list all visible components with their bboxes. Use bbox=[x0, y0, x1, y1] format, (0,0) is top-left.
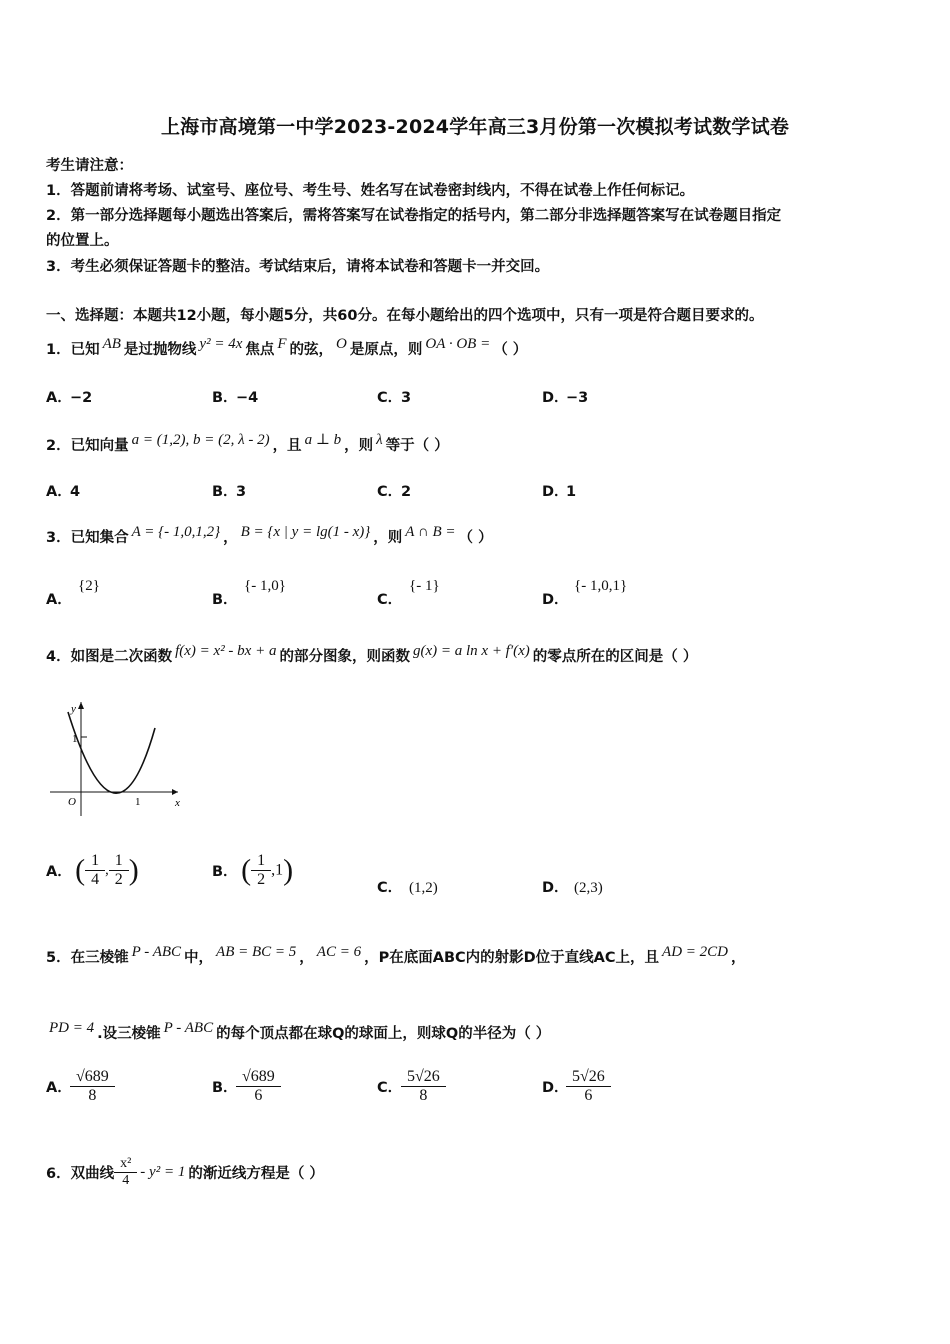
q2-math: a ⊥ b bbox=[304, 432, 342, 448]
q2-text: 2．已知向量 bbox=[46, 438, 129, 454]
section-heading: 一、选择题：本题共12小题，每小题5分，共60分。在每小题给出的四个选项中，只有一项是符合题目要求的。 bbox=[46, 308, 764, 324]
q1-option-d[interactable]: D．−3 bbox=[542, 390, 589, 406]
notice-heading: 考生请注意： bbox=[46, 158, 133, 174]
q1-text: 1．已知 bbox=[46, 342, 100, 358]
question-5-line-1 bbox=[46, 944, 746, 967]
q4-math: f(x) = x² - bx + a bbox=[175, 643, 277, 659]
q2-option-b[interactable]: B．3 bbox=[212, 484, 247, 500]
x-axis-arrow bbox=[172, 789, 178, 795]
q4-math: g(x) = a ln x + f′(x) bbox=[412, 643, 530, 659]
q5-text: ，P在底面ABC内的射影D位于直线AC上，且 bbox=[364, 950, 660, 966]
q1-option-a[interactable]: A．−2 bbox=[46, 390, 93, 406]
q4-option-b[interactable]: B． ( $\frac{1}{2}$ ,1) bbox=[212, 852, 294, 888]
q2-option-a[interactable]: A．4 bbox=[46, 484, 81, 500]
notice-item: 2．第一部分选择题每小题选出答案后，需将答案写在试卷指定的括号内，第二部分非选择题答案写在试卷题目指定 bbox=[46, 208, 782, 224]
q2-text: ，则 bbox=[344, 438, 374, 454]
q3-math: B = {x | y = lg(1 - x)} bbox=[240, 524, 371, 540]
notice-item: 3．考生必须保证答题卡的整洁。考试结束后，请将本试卷和答题卡一并交回。 bbox=[46, 259, 550, 275]
q1-text: 是原点，则 bbox=[349, 342, 423, 358]
q3-math: A = {- 1,0,1,2} bbox=[131, 524, 221, 540]
q5-math: AC = 6 bbox=[316, 944, 362, 960]
q1-math: OA · OB = bbox=[425, 336, 491, 352]
q5-math: AD = 2CD bbox=[662, 944, 729, 960]
q1-text: 的弦， bbox=[289, 342, 334, 358]
x-axis-label: x bbox=[175, 797, 180, 809]
q3-option-a[interactable]: A．{2} bbox=[46, 578, 100, 608]
q5-option-d[interactable]: D． $\frac{5√26}{6}$ bbox=[542, 1068, 611, 1105]
question-4 bbox=[46, 643, 697, 666]
q5-option-c[interactable]: C． $\frac{5√26}{8}$ bbox=[377, 1068, 446, 1105]
q5-math: PD = 4 bbox=[49, 1020, 95, 1036]
q3-text: 3．已知集合 bbox=[46, 530, 129, 546]
q1-math: O bbox=[336, 336, 347, 352]
q5-option-b[interactable]: B． $\frac{√689}{6}$ bbox=[212, 1068, 281, 1105]
q4-option-d[interactable]: D． (2,3) bbox=[542, 880, 603, 896]
q6-text: 的渐近线方程是（ ） bbox=[188, 1166, 324, 1182]
q1-text: （ ） bbox=[493, 342, 528, 358]
q5-text: 中， bbox=[184, 950, 214, 966]
y-axis-label: y bbox=[71, 703, 76, 715]
q5-math: P - ABC bbox=[131, 944, 182, 960]
question-1 bbox=[46, 336, 527, 359]
q4-option-a[interactable]: A． ( $\frac{1}{4}$ , $\frac{1}{2}$ ) bbox=[46, 852, 139, 888]
question-5-line-2 bbox=[46, 1020, 550, 1043]
q3-option-b[interactable]: B．{- 1,0} bbox=[212, 578, 286, 608]
q6-text: 6．双曲线 bbox=[46, 1166, 115, 1182]
q3-option-d[interactable]: D．{- 1,0,1} bbox=[542, 578, 628, 608]
q4-text: 的部分图象，则函数 bbox=[279, 649, 410, 665]
q2-math: λ bbox=[376, 432, 383, 448]
page-title: 上海市高境第一中学2023-2024学年高三3月份第一次模拟考试数学试卷 bbox=[160, 116, 790, 138]
q4-text: 的零点所在的区间是（ ） bbox=[532, 649, 698, 665]
q1-option-b[interactable]: B．−4 bbox=[212, 390, 259, 406]
question-6: 6．双曲线 $\frac{\text{x²}}{4}$ - y² = 1 的渐近线方程是（ ） bbox=[46, 1156, 324, 1188]
q6-math: - y² = 1 bbox=[140, 1164, 186, 1180]
y-axis-arrow bbox=[78, 702, 84, 709]
q5-text: 5．在三棱锥 bbox=[46, 950, 129, 966]
q2-text: ，且 bbox=[272, 438, 302, 454]
q5-text: ， bbox=[299, 950, 314, 966]
q5-text: ， bbox=[731, 950, 746, 966]
q3-text: （ ） bbox=[458, 530, 493, 546]
question-3 bbox=[46, 524, 493, 547]
q3-math: A ∩ B = bbox=[405, 524, 456, 540]
q1-text: 焦点 bbox=[245, 342, 275, 358]
q1-option-c[interactable]: C．3 bbox=[377, 390, 412, 406]
q1-math: AB bbox=[102, 336, 121, 352]
q5-math: AB = BC = 5 bbox=[216, 944, 297, 960]
q5-math: P - ABC bbox=[163, 1020, 214, 1036]
q2-math: a = (1,2), b = (2, λ - 2) bbox=[131, 432, 270, 448]
q3-text: ， bbox=[223, 530, 238, 546]
q2-text: 等于（ ） bbox=[385, 438, 449, 454]
q1-text: 是过抛物线 bbox=[123, 342, 197, 358]
q5-option-a[interactable]: A． $\frac{√689}{8}$ bbox=[46, 1068, 115, 1105]
q5-text: .设三棱锥 bbox=[97, 1026, 161, 1042]
question-2 bbox=[46, 430, 449, 455]
origin-label: O bbox=[68, 796, 76, 808]
q1-math: F bbox=[277, 336, 287, 352]
q5-text: 的每个顶点都在球Q的球面上，则球Q的半径为（ ） bbox=[216, 1026, 551, 1042]
q1-math: y² = 4x bbox=[199, 336, 243, 352]
parabola-graph bbox=[46, 698, 186, 816]
notice-item: 的位置上。 bbox=[46, 233, 119, 249]
x-tick-label: 1 bbox=[135, 796, 141, 808]
q4-text: 4．如图是二次函数 bbox=[46, 649, 173, 665]
q3-option-c[interactable]: C．{- 1} bbox=[377, 578, 440, 608]
q2-option-d[interactable]: D．1 bbox=[542, 484, 577, 500]
y-tick-label: 1 bbox=[72, 733, 78, 745]
notice-item: 1．答题前请将考场、试室号、座位号、考生号、姓名写在试卷密封线内，不得在试卷上作任何标记。 bbox=[46, 183, 695, 199]
q4-option-c[interactable]: C． (1,2) bbox=[377, 880, 438, 896]
q2-option-c[interactable]: C．2 bbox=[377, 484, 412, 500]
q3-text: ，则 bbox=[373, 530, 403, 546]
